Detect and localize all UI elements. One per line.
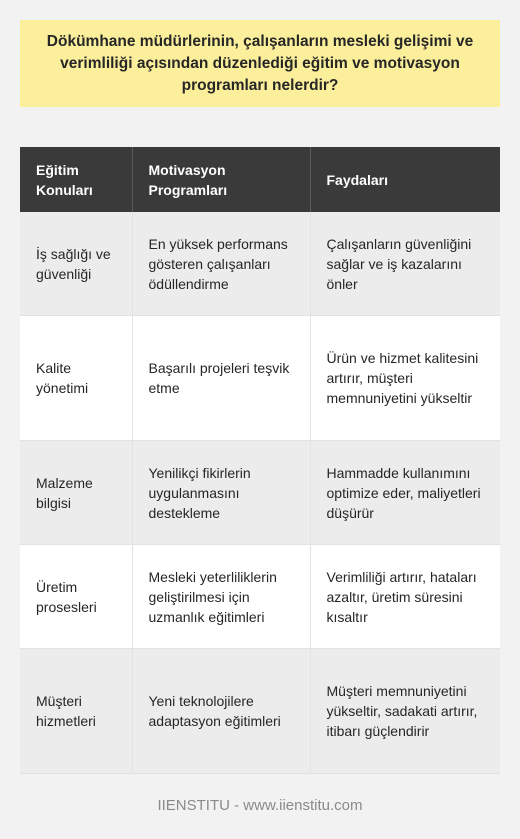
table-cell: Mesleki yeterliliklerin geliştirilmesi için uzmanlık eğitimleri <box>132 545 310 649</box>
table-cell: Verimliliği artırır, hataları azaltır, üretim süresini kısaltır <box>310 545 500 649</box>
table-cell: Malzeme bilgisi <box>20 441 132 545</box>
table-row <box>20 545 500 649</box>
table-cell: Ürün ve hizmet kalitesini artırır, müşteri memnuniyetini yükseltir <box>310 316 500 441</box>
table-cell: Yenilikçi fikirlerin uygulanmasını destekleme <box>132 441 310 545</box>
header-motivation-programs: Motivasyon Programları <box>132 147 310 212</box>
table-cell: Çalışanların güvenliğini sağlar ve iş kazalarını önler <box>310 212 500 316</box>
page-title: Dökümhane müdürlerinin, çalışanların mesleki gelişimi ve verimliliği açısından düzenlediği eğitim ve motivasyon programları nelerdir? <box>46 32 474 94</box>
table-cell: Müşteri hizmetleri <box>20 649 132 774</box>
header-benefits: Faydaları <box>310 147 500 212</box>
header-training-topics: Eğitim Konuları <box>20 147 132 212</box>
table-cell: Kalite yönetimi <box>20 316 132 441</box>
table-cell: Üretim prosesleri <box>20 545 132 649</box>
table-cell: Yeni teknolojilere adaptasyon eğitimleri <box>132 649 310 774</box>
table-cell: Hammadde kullanımını optimize eder, maliyetleri düşürür <box>310 441 500 545</box>
footer-credit: IIENSTITU - www.iienstitu.com <box>157 797 363 814</box>
table-cell: İş sağlığı ve güvenliği <box>20 212 132 316</box>
table-row <box>20 441 500 545</box>
table-row <box>20 316 500 441</box>
table-row <box>20 649 500 774</box>
programs-table <box>20 147 500 774</box>
title-banner <box>20 20 500 107</box>
table-cell: Başarılı projeleri teşvik etme <box>132 316 310 441</box>
table-row <box>20 212 500 316</box>
table-header-row <box>20 147 500 212</box>
table-cell: Müşteri memnuniyetini yükseltir, sadakati artırır, itibarı güçlendirir <box>310 649 500 774</box>
table-cell: En yüksek performans gösteren çalışanları ödüllendirme <box>132 212 310 316</box>
